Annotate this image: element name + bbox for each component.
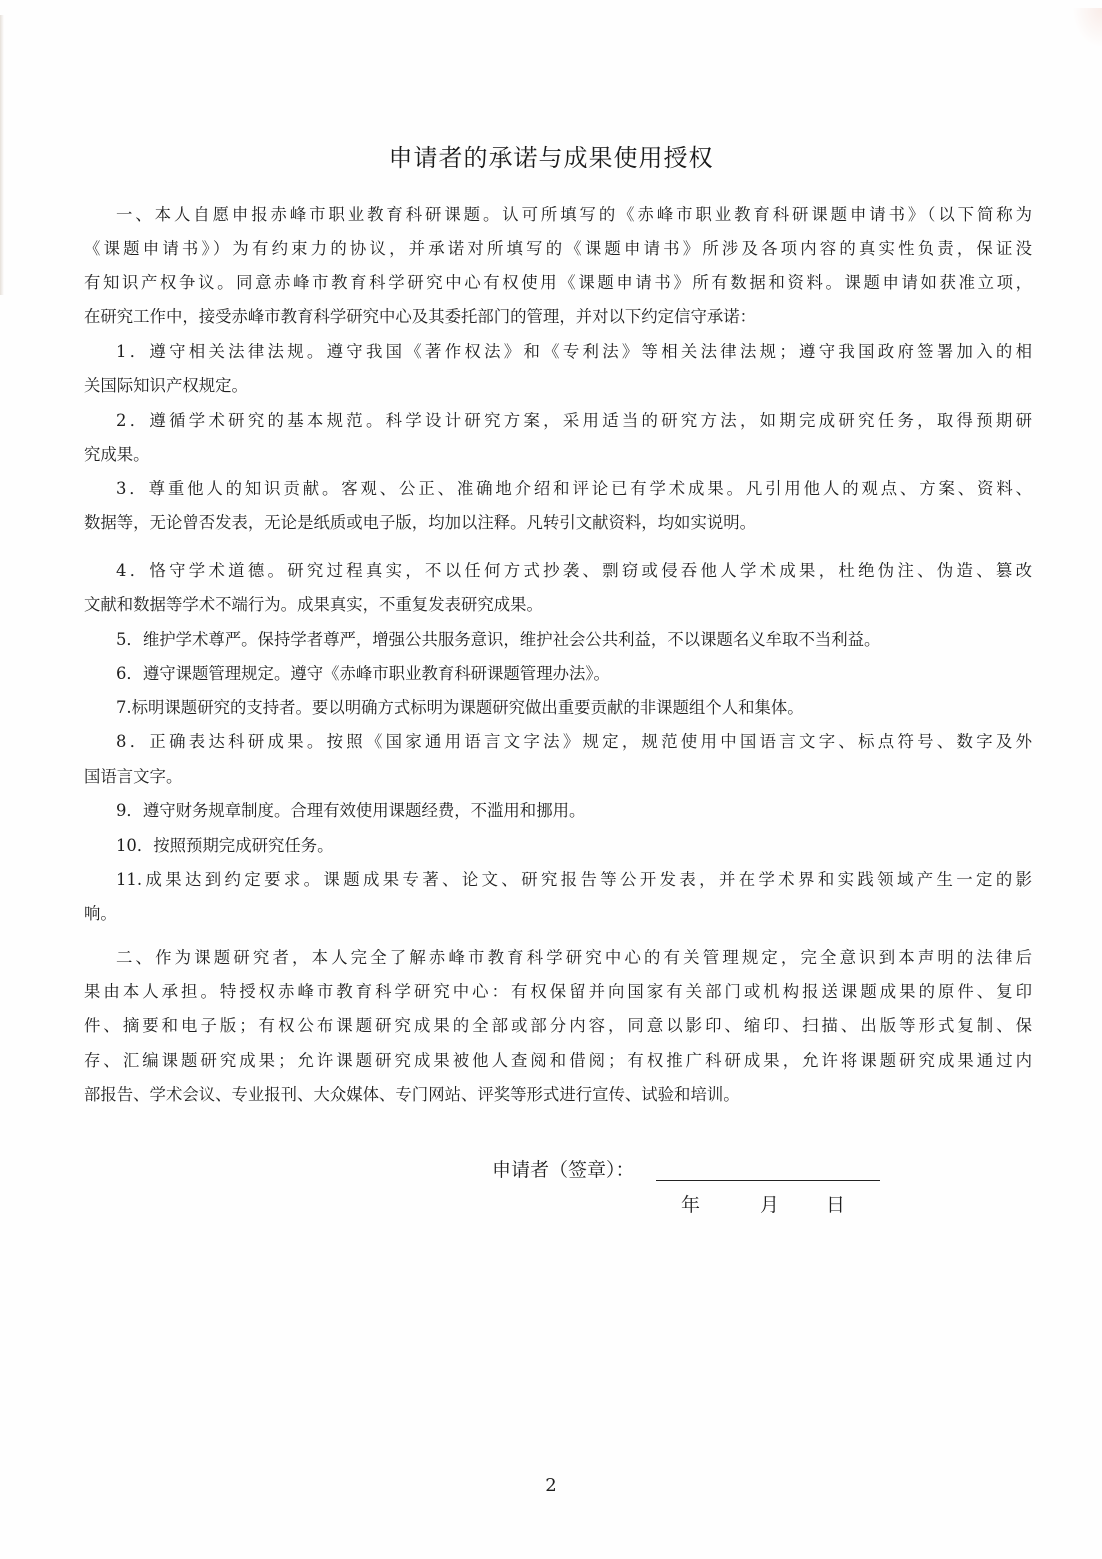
commitment-2-line: 2．遵循学术研究的基本规范。科学设计研究方案，采用适当的研究方法，如期完成研究任务，取得预期研 [116, 411, 1032, 430]
section-2-line: 件、摘要和电子版；有权公布课题研究成果的全部或部分内容，同意以影印、缩印、扫描、出版等形式复制、保 [84, 1016, 1032, 1035]
commitment-11-line: 响。 [84, 904, 117, 923]
date-day-label: 日 [826, 1194, 846, 1216]
page-number: 2 [545, 1475, 557, 1496]
section-2-line: 存、汇编课题研究成果；允许课题研究成果被他人查阅和借阅；有权推广科研成果，允许将课题研究成果通过内 [84, 1051, 1032, 1070]
signature-label: 申请者（签章）： [492, 1159, 635, 1181]
section-1-line: 《课题申请书》）为有约束力的协议，并承诺对所填写的《课题申请书》所涉及各项内容的真实性负责，保证没 [84, 239, 1032, 258]
commitment-1-line: 1．遵守相关法律法规。遵守我国《著作权法》和《专利法》等相关法律法规；遵守我国政府签署加入的相 [116, 342, 1032, 361]
commitment-1-line: 关国际知识产权规定。 [84, 376, 248, 395]
section-1-line: 有知识产权争议。同意赤峰市教育科学研究中心有权使用《课题申请书》所有数据和资料。课题申请如获准立项， [84, 273, 1032, 292]
commitment-6-line: 6．遵守课题管理规定。遵守《赤峰市职业教育科研课题管理办法》。 [116, 664, 610, 683]
section-2-line: 二、作为课题研究者，本人完全了解赤峰市教育科学研究中心的有关管理规定，完全意识到本声明的法律后 [116, 948, 1032, 967]
section-1-line: 一、本人自愿申报赤峰市职业教育科研课题。认可所填写的《赤峰市职业教育科研课题申请书》（以下简称为 [116, 205, 1032, 224]
date-year-label: 年 [681, 1194, 701, 1216]
commitment-10-line: 10．按照预期完成研究任务。 [116, 836, 334, 855]
date-month-label: 月 [760, 1194, 780, 1216]
section-2-line: 果由本人承担。特授权赤峰市教育科学研究中心：有权保留并向国家有关部门或机构报送课题成果的原件、复印 [84, 982, 1032, 1001]
commitment-8-line: 国语言文字。 [84, 767, 183, 786]
commitment-4-line: 文献和数据等学术不端行为。成果真实，不重复发表研究成果。 [84, 595, 543, 614]
commitment-8-line: 8．正确表达科研成果。按照《国家通用语言文字法》规定，规范使用中国语言文字、标点符号、数字及外 [116, 732, 1032, 751]
document-title: 申请者的承诺与成果使用授权 [388, 144, 714, 172]
commitment-5-line: 5．维护学术尊严。保持学者尊严，增强公共服务意识，维护社会公共利益，不以课题名义牟取不当利益。 [116, 630, 881, 649]
commitment-4-line: 4．恪守学术道德。研究过程真实，不以任何方式抄袭、剽窃或侵吞他人学术成果，杜绝伪注、伪造、篡改 [116, 561, 1032, 580]
commitment-11-line: 11.成果达到约定要求。课题成果专著、论文、研究报告等公开发表，并在学术界和实践领域产生一定的影 [116, 870, 1032, 889]
commitment-7-line: 7.标明课题研究的支持者。要以明确方式标明为课题研究做出重要贡献的非课题组个人和集体。 [116, 698, 804, 717]
section-1-line: 在研究工作中，接受赤峰市教育科学研究中心及其委托部门的管理，并对以下约定信守承诺： [84, 307, 757, 326]
commitment-9-line: 9．遵守财务规章制度。合理有效使用课题经费，不滥用和挪用。 [116, 801, 586, 820]
scan-edge-right [1072, 8, 1102, 48]
commitment-2-line: 究成果。 [84, 445, 150, 464]
commitment-3-line: 数据等，无论曾否发表，无论是纸质或电子版，均加以注释。凡转引文献资料，均如实说明。 [84, 513, 757, 532]
section-2-line: 部报告、学术会议、专业报刊、大众媒体、专门网站、评奖等形式进行宣传、试验和培训。 [84, 1085, 740, 1104]
commitment-3-line: 3．尊重他人的知识贡献。客观、公正、准确地介绍和评论已有学术成果。凡引用他人的观点、方案、资料、 [116, 479, 1032, 498]
signature-line[interactable] [656, 1180, 880, 1181]
